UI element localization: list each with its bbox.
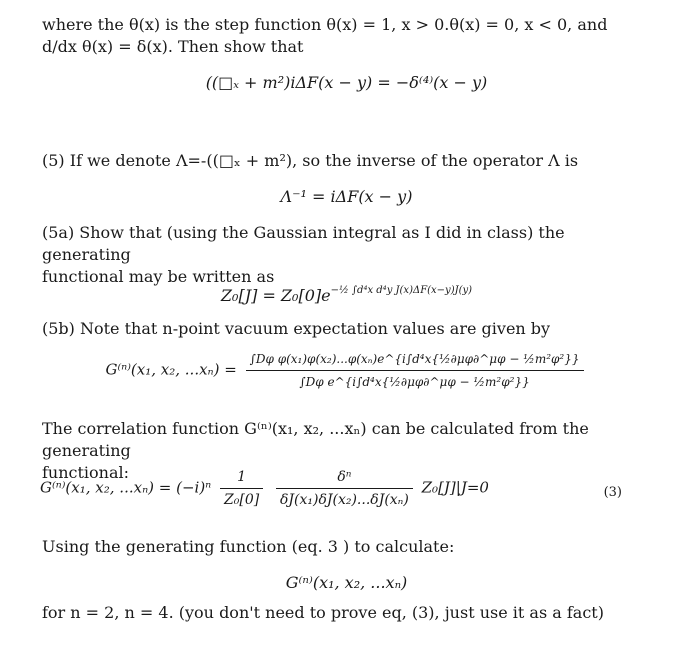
equation-text: G⁽ⁿ⁾(x₁, x₂, ...xₙ) (285, 573, 408, 592)
equation-text: G⁽ⁿ⁾(x₁, x₂, ...xₙ) = (105, 360, 237, 379)
equation-3 (40, 468, 660, 509)
fraction-denominator: Z₀[0] (224, 492, 260, 508)
equation-fraction (276, 468, 413, 509)
paragraph-line: functional: (42, 463, 130, 482)
paragraph-final (42, 602, 657, 624)
equation-number: (3) (603, 485, 622, 500)
paragraph-line: d/dx θ(x) = δ(x). Then show that (42, 37, 304, 56)
paragraph-line: functional may be written as (42, 267, 275, 286)
equation-text: Z₀[J]|J=0 (421, 478, 489, 497)
equation-propagator (0, 72, 693, 94)
paragraph-line: (5) If we denote Λ=-((□ₓ + m²), so the inverse of the operator Λ is (42, 151, 579, 170)
equation-text: ((□ₓ + m²)iΔF(x − y) = −δ⁽⁴⁾(x − y) (205, 73, 488, 92)
equation-fraction (246, 350, 584, 391)
equation-fraction (220, 468, 263, 509)
equation-text: Z₀[J] = Z₀[0]e (220, 286, 331, 305)
equation-text: Λ⁻¹ = iΔF(x − y) (280, 187, 413, 206)
equation-exponent: −½ ∫d⁴x d⁴y J(x)ΔF(x−y)J(y) (330, 285, 473, 296)
equation-n-point-function (0, 350, 693, 391)
fraction-denominator: ∫Dφ e^{i∫d⁴x{½∂μφ∂^μφ − ½m²φ²}} (299, 375, 530, 389)
paragraph-5 (42, 150, 657, 172)
equation-text: G⁽ⁿ⁾(x₁, x₂, ...xₙ) = (−i)ⁿ (40, 478, 212, 497)
paragraph-using (42, 536, 657, 558)
paragraph-line: Using the generating function (eq. 3 ) to calculate: (42, 537, 455, 556)
equation-generating-functional (0, 280, 693, 307)
paragraph-5a (42, 222, 657, 288)
paragraph-step-function (42, 14, 657, 58)
fraction-numerator: ∫Dφ φ(x₁)φ(x₂)...φ(xₙ)e^{i∫d⁴x{½∂μφ∂^μφ − ½m²φ²}} (246, 350, 584, 371)
paragraph-line: for n = 2, n = 4. (you don't need to prove eq, (3), just use it as a fact) (42, 603, 604, 622)
paragraph-line: where the θ(x) is the step function θ(x) = 1, x > 0.θ(x) = 0, x < 0, and (42, 15, 608, 34)
equation-target (0, 572, 693, 594)
fraction-denominator: δJ(x₁)δJ(x₂)...δJ(xₙ) (279, 492, 409, 508)
fraction-numerator: δⁿ (276, 468, 413, 489)
paragraph-line: (5a) Show that (using the Gaussian integral as I did in class) the generating (42, 223, 565, 264)
paragraph-5b (42, 318, 657, 340)
fraction-numerator: 1 (220, 468, 263, 489)
paragraph-line: (5b) Note that n-point vacuum expectation values are given by (42, 319, 551, 338)
equation-inverse-operator (0, 186, 693, 208)
paragraph-line: The correlation function G⁽ⁿ⁾(x₁, x₂, ...xₙ) can be calculated from the generating (42, 419, 589, 460)
